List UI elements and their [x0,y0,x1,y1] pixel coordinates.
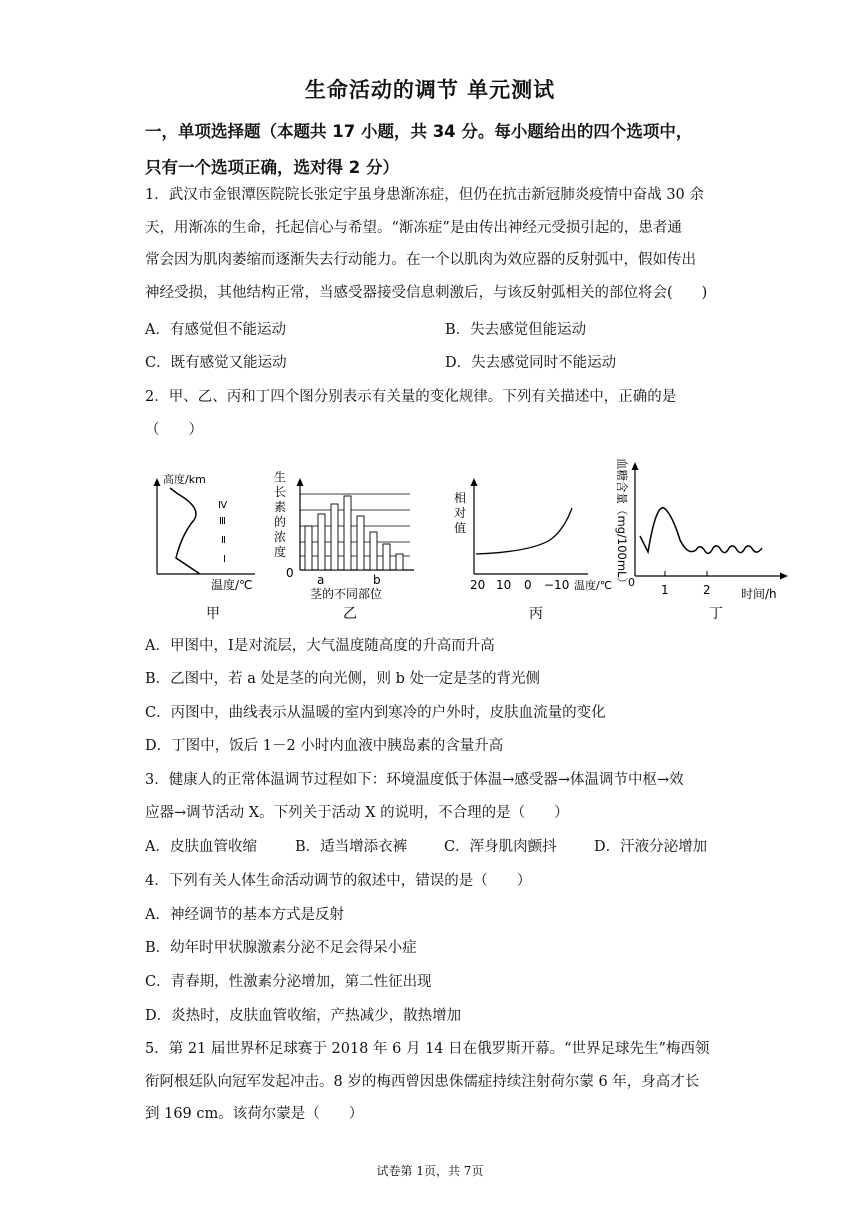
jia-layer-1: Ⅰ [223,554,226,565]
question-1-line: 神经受损，其他结构正常，当感受器接受信息刺激后，与该反射弧相关的部位将会( ) [145,284,708,301]
yi-ylabel: 生长素的浓度 [274,470,287,559]
question-1-option-b: B．失去感觉但能运动 [445,322,587,338]
section-heading-line-2: 只有一个选项正确，选对得 2 分） [145,158,399,177]
bing-tick-20: 20 [470,578,486,592]
jia-xlabel: 温度/℃ [211,578,253,592]
ding-tick-1: 1 [661,583,669,597]
question-5-stem [145,1033,730,1131]
question-1-option-d: D．失去感觉同时不能运动 [445,355,617,371]
jia-layer-4: Ⅳ [218,500,228,511]
question-2-option-d: D．丁图中，饭后 1－2 小时内血液中胰岛素的含量升高 [145,738,504,754]
question-2-option-a: A．甲图中，I是对流层，大气温度随高度的升高而升高 [145,638,495,654]
question-2-stem: 2．甲、乙、丙和丁四个图分别表示有关量的变化规律。下列有关描述中，正确的是 [145,389,677,405]
jia-layer-3: Ⅲ [219,516,226,527]
bing-xlabel: 温度/℃ [574,579,613,592]
ding-ylabel: 血糖含量（mg/100mL） [615,458,629,589]
question-1-line: 常会因为肌肉萎缩而逐渐失去行动能力。在一个以肌肉为效应器的反射弧中，假如传出 [145,252,696,268]
question-5-line: 5．第 21 届世界杯足球赛于 2018 年 6 月 14 日在俄罗斯开幕。“世界足球先生”梅西领 [145,1041,710,1057]
question-4-option-b: B．幼年时甲状腺激素分泌不足会得呆小症 [145,940,417,956]
question-2-option-b: B．乙图中，若 a 处是茎的向光侧，则 b 处一定是茎的背光侧 [145,671,541,687]
figure-yi [274,469,414,622]
ding-caption: 丁 [709,606,723,622]
question-4-option-c: C．青春期，性激素分泌增加，第二性征出现 [145,974,432,990]
question-3-option-c: C．浑身肌肉颤抖 [444,839,557,855]
figure-jia [154,472,256,622]
question-3-option-d: D．汗液分泌增加 [594,839,708,855]
page-footer: 试卷第 1页，共 7页 [376,1164,484,1178]
question-2-stem-blank: （ ） [145,422,203,438]
question-3-stem-line-1: 3．健康人的正常体温调节过程如下：环境温度低于体温→感受器→体温调节中枢→效 [145,772,684,788]
ding-tick-2: 2 [703,583,711,597]
bing-tick-minus10: −10 [544,578,570,592]
page-title: 生命活动的调节 单元测试 [304,78,556,102]
ding-xlabel: 时间/h [741,587,777,601]
question-2-option-c: C．丙图中，曲线表示从温暖的室内到寒冷的户外时，皮肤血流量的变化 [145,705,606,721]
figure-ding [615,458,788,622]
question-3-stem-line-2: 应器→调节活动 X。下列关于活动 X 的说明，不合理的是（ ） [145,805,569,821]
bing-tick-10: 10 [496,578,512,592]
section-heading [145,114,735,186]
question-1-line: 1．武汉市金银潭医院院长张定宇虽身患渐冻症，但仍在抗击新冠肺炎疫情中奋战 30 余 [145,187,704,203]
section-heading-line-1: 一，单项选择题（本题共 17 小题，共 34 分。每小题给出的四个选项中， [145,122,693,141]
question-5-line: 衔阿根廷队向冠军发起冲击。8 岁的梅西曾因患侏儒症持续注射荷尔蒙 6 年，身高才长 [145,1073,700,1090]
question-3-option-b: B．适当增添衣裤 [295,839,408,855]
question-2-figures [0,448,860,628]
question-4-option-a: A．神经调节的基本方式是反射 [145,907,344,923]
question-1-line: 天，用渐冻的生命，托起信心与希望。“渐冻症”是由传出神经元受损引起的，患者通 [145,219,682,236]
question-4-stem: 4．下列有关人体生命活动调节的叙述中，错误的是（ ） [145,873,532,889]
yi-xlabel: 茎的不同部位 [310,587,383,601]
bing-caption: 丙 [529,606,543,622]
question-5-line: 到 169 cm。该荷尔蒙是（ ） [145,1106,364,1122]
ding-zero: 0 [628,576,635,589]
question-3-option-a: A．皮肤血管收缩 [145,839,257,855]
question-1-stem [145,179,730,309]
question-4-option-d: D．炎热时，皮肤血管收缩，产热减少，散热增加 [145,1008,462,1024]
question-1-option-c: C．既有感觉又能运动 [145,355,287,371]
yi-tick-b: b [373,573,381,587]
yi-tick-a: a [317,573,325,587]
bing-tick-0: 0 [524,578,532,592]
figure-bing [454,478,612,622]
jia-ylabel: 高度/km [163,473,206,486]
bing-ylabel: 相对值 [454,491,467,535]
yi-zero: 0 [286,566,294,580]
question-1-option-a: A．有感觉但不能运动 [145,322,286,338]
jia-layer-2: Ⅱ [221,535,226,546]
yi-caption: 乙 [343,606,357,622]
jia-caption: 甲 [206,606,220,622]
